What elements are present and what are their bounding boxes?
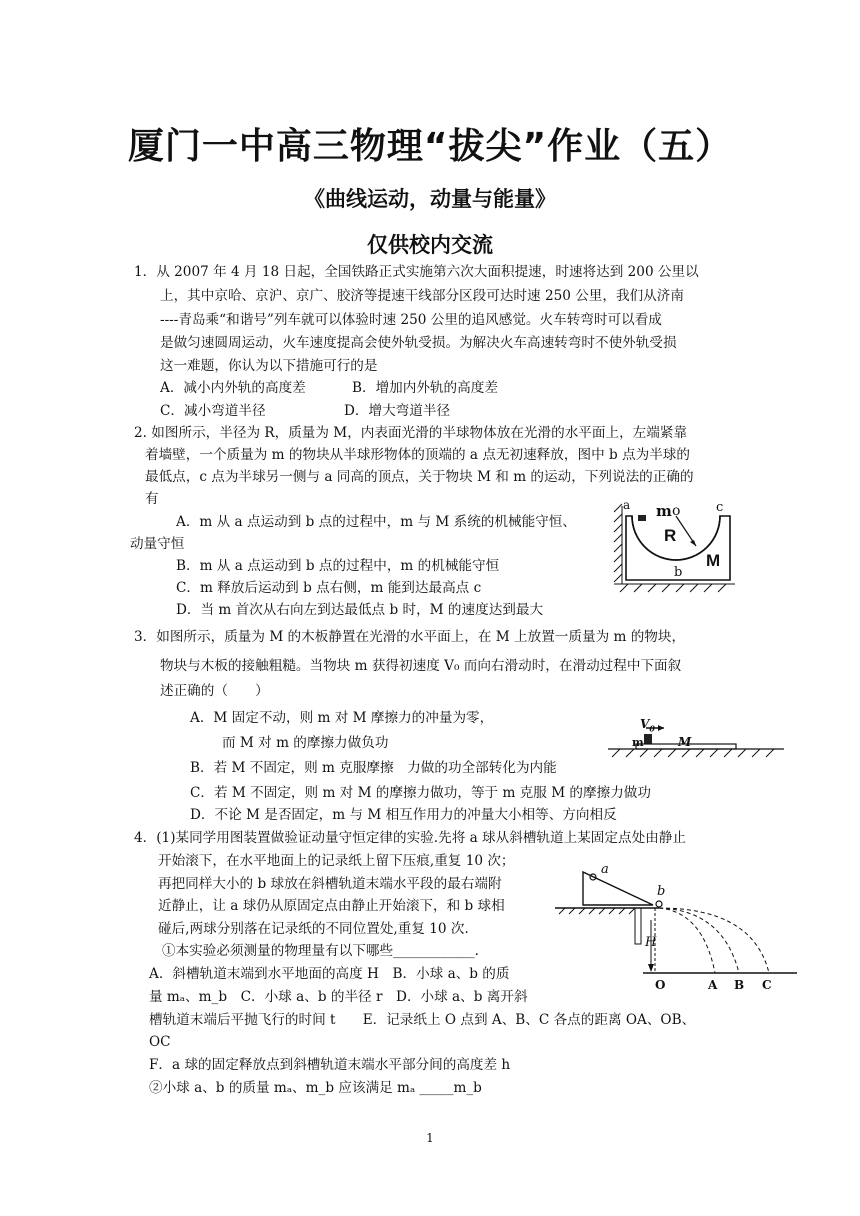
q1-option-a: A．减小内外轨的高度差 xyxy=(160,380,306,396)
q2-line-4: 有 xyxy=(145,491,159,507)
q4-fig-label-C: C xyxy=(762,978,772,992)
q3-fig-label-v xyxy=(640,716,655,736)
q4-line-1: 4．(1)某同学用图装置做验证动量守恒定律的实验.先将 a 球从斜槽轨道上某固定点处由静止 xyxy=(134,830,686,846)
q4-line-9: 槽轨道末端后平抛飞行的时间 t E．记录纸上 O 点到 A、B、C 各点的距离 OA、OB、 xyxy=(149,1012,696,1028)
q4-line-5: 碰后,两球分别落在记录纸的不同位置处,重复 10 次. xyxy=(158,921,469,937)
q3-option-b: B．若 M 不固定，则 m 克服摩擦 力做的功全部转化为内能 xyxy=(190,760,557,776)
q1-line-5: 这一难题，你认为以下措施可行的是 xyxy=(160,358,378,374)
q2-line-2: 着墙壁，一个质量为 m 的物块从半球形物体的顶端的 a 点无初速释放，图中 b 点为半球的 xyxy=(145,447,690,463)
q1-line-4: 是做匀速圆周运动，火车速度提高会使外轨受损。为解决火车高速转弯时不使外轨受损 xyxy=(160,335,677,351)
q2-option-a-cont: 动量守恒 xyxy=(130,536,185,552)
q3-option-a: A．M 固定不动，则 m 对 M 摩擦力的冲量为零， xyxy=(190,710,494,726)
q3-option-c: C．若 M 不固定，则 m 对 M 的摩擦力做功，等于 m 克服 M 的摩擦力做功 xyxy=(190,785,651,801)
q2-option-c: C．m 释放后运动到 b 点右侧，m 能到达最高点 c xyxy=(176,580,482,596)
q4-line-3: 再把同样大小的 b 球放在斜槽轨道末端水平段的最右端附 xyxy=(158,876,502,892)
q4-fig-label-a: a xyxy=(601,862,609,877)
q3-option-d: D．不论 M 是否固定，m 与 M 相互作用力的冲量大小相等、方向相反 xyxy=(190,807,617,823)
q1-line-3: ----青岛乘“和谐号”列车就可以体验时速 250 公里的追风感觉。火车转弯时可以看成 xyxy=(160,312,662,328)
q2-line-1: 2. 如图所示，半径为 R，质量为 M，内表面光滑的半球物体放在光滑的水平面上，左端紧靠 xyxy=(134,425,688,441)
q2-option-d: D．当 m 首次从右向左到达最低点 b 时，M 的速度达到最大 xyxy=(176,602,544,618)
q2-line-3: 最低点，c 点为半球另一侧与 a 同高的顶点，关于物块 M 和 m 的运动，下列说法的正确的 xyxy=(145,469,694,485)
q3-line-2: 物块与木板的接触粗糙。当物块 m 获得初速度 V₀ 而向右滑动时，在滑动过程中下面叙 xyxy=(160,658,682,674)
page-title: 厦门一中高三物理“拔尖”作业（五） xyxy=(127,126,733,167)
q4-line-7: A．斜槽轨道末端到水平地面的高度 H B．小球 a、b 的质 xyxy=(149,966,510,982)
q2-fig-label-b: b xyxy=(674,565,683,580)
q2-option-a: A．m 从 a 点运动到 b 点的过程中，m 与 M 系统的机械能守恒、 xyxy=(176,514,576,530)
q4-fig-label-H: H xyxy=(645,935,657,950)
q3-fig-label-m: m xyxy=(632,736,644,749)
q1-option-b: B．增加内外轨的高度差 xyxy=(352,380,498,396)
q2-fig-label-c: c xyxy=(716,500,724,515)
q4-fig-label-B: B xyxy=(734,978,745,992)
q3-line-1: 3．如图所示，质量为 M 的木板静置在光滑的水平面上，在 M 上放置一质量为 m 的物块， xyxy=(134,629,686,645)
q3-option-a-cont: 而 M 对 m 的摩擦力做负功 xyxy=(222,735,389,751)
q1-line-1: 1．从 2007 年 4 月 18 日起，全国铁路正式实施第六次大面积提速，时速将达到 200 公里以 xyxy=(134,264,699,280)
q2-fig-label-m: m xyxy=(656,502,672,520)
q1-option-d: D．增大弯道半径 xyxy=(344,403,451,419)
q4-fig-label-A: A xyxy=(708,978,718,992)
q4-fig-label-O: O xyxy=(655,978,666,992)
q2-fig-label-a: a xyxy=(623,498,631,512)
q3-line-3: 述正确的（ ） xyxy=(160,683,269,699)
q3-fig-label-M: M xyxy=(678,735,692,749)
q4-line-11: F．a 球的固定释放点到斜槽轨道末端水平部分间的高度差 h xyxy=(149,1057,511,1073)
page-number: 1 xyxy=(426,1131,434,1145)
q1-line-2: 上，其中京哈、京沪、京广、胶济等提速干线部分区段可达时速 250 公里，我们从济南 xyxy=(160,288,684,304)
page-note: 仅供校内交流 xyxy=(367,233,493,257)
q4-fig-label-b: b xyxy=(657,884,666,899)
q3-fig-label-v-sub: 0 xyxy=(649,723,655,734)
q4-line-12: ②小球 a、b 的质量 mₐ、m_b 应该满足 mₐ _____m_b xyxy=(149,1080,482,1096)
page-subtitle: 《曲线运动，动量与能量》 xyxy=(304,187,556,211)
q2-fig-label-R: R xyxy=(664,526,677,545)
q1-option-c: C．减小弯道半径 xyxy=(160,403,266,419)
q2-fig-label-o: o xyxy=(672,503,681,519)
q2-option-b: B．m 从 a 点运动到 b 点的过程中，m 的机械能守恒 xyxy=(176,558,500,574)
q3-fig-label-v-letter: V xyxy=(640,717,650,731)
q2-fig-label-M: M xyxy=(706,551,721,570)
q4-line-8: 量 mₐ、m_b C．小球 a、b 的半径 r D．小球 a、b 离开斜 xyxy=(149,989,528,1005)
q4-line-10: OC xyxy=(149,1034,171,1050)
q4-line-2: 开始滚下，在水平地面上的记录纸上留下压痕,重复 10 次； xyxy=(158,853,515,869)
q4-line-6: ①本实验必须测量的物理量有以下哪些____________. xyxy=(162,943,479,959)
q4-line-4: 近静止，让 a 球仍从原固定点由静止开始滚下，和 b 球相 xyxy=(158,898,505,914)
q4-ramp-figure xyxy=(553,860,798,976)
